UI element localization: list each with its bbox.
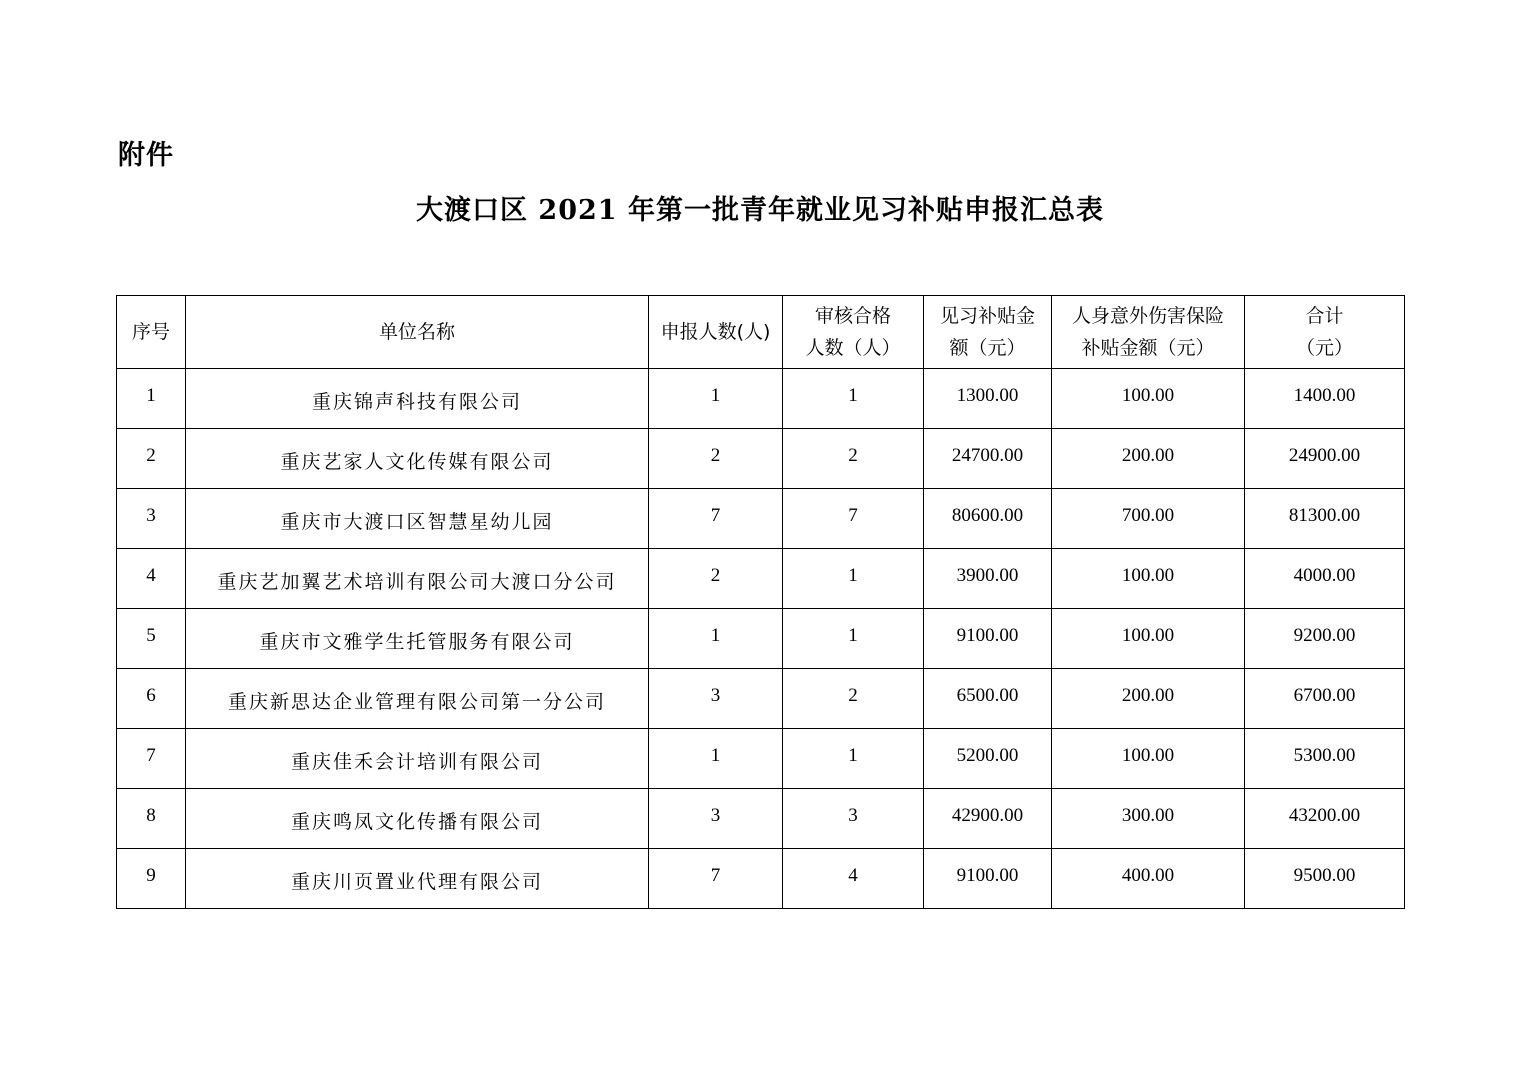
table-row <box>117 789 1405 849</box>
row-index: 3 <box>117 489 186 549</box>
row-applied-count: 3 <box>649 669 783 729</box>
row-unit-name: 重庆市大渡口区智慧星幼儿园 <box>186 489 649 549</box>
table-row <box>117 549 1405 609</box>
row-insurance-subsidy: 100.00 <box>1052 369 1245 429</box>
header-total: 合计 （元） <box>1245 296 1405 369</box>
row-index: 5 <box>117 609 186 669</box>
row-applied-count: 7 <box>649 489 783 549</box>
row-approved-count: 1 <box>783 369 924 429</box>
row-internship-subsidy: 9100.00 <box>924 849 1052 909</box>
table-row <box>117 729 1405 789</box>
row-internship-subsidy: 6500.00 <box>924 669 1052 729</box>
row-applied-count: 2 <box>649 429 783 489</box>
table-row <box>117 429 1405 489</box>
row-insurance-subsidy: 100.00 <box>1052 729 1245 789</box>
row-unit-name: 重庆鸣凤文化传播有限公司 <box>186 789 649 849</box>
row-applied-count: 2 <box>649 549 783 609</box>
row-internship-subsidy: 5200.00 <box>924 729 1052 789</box>
row-index: 9 <box>117 849 186 909</box>
row-applied-count: 7 <box>649 849 783 909</box>
row-internship-subsidy: 24700.00 <box>924 429 1052 489</box>
row-total: 4000.00 <box>1245 549 1405 609</box>
row-unit-name: 重庆川页置业代理有限公司 <box>186 849 649 909</box>
row-unit-name: 重庆艺家人文化传媒有限公司 <box>186 429 649 489</box>
table-row <box>117 489 1405 549</box>
row-applied-count: 1 <box>649 729 783 789</box>
row-insurance-subsidy: 300.00 <box>1052 789 1245 849</box>
row-index: 2 <box>117 429 186 489</box>
attachment-label: 附件 <box>118 140 174 171</box>
row-applied-count: 1 <box>649 609 783 669</box>
row-insurance-subsidy: 700.00 <box>1052 489 1245 549</box>
row-index: 8 <box>117 789 186 849</box>
row-unit-name: 重庆艺加翼艺术培训有限公司大渡口分公司 <box>186 549 649 609</box>
row-approved-count: 4 <box>783 849 924 909</box>
header-internship-subsidy: 见习补贴金 额（元） <box>924 296 1052 369</box>
header-insurance-subsidy: 人身意外伤害保险 补贴金额（元） <box>1052 296 1245 369</box>
table-row <box>117 849 1405 909</box>
row-internship-subsidy: 1300.00 <box>924 369 1052 429</box>
row-insurance-subsidy: 200.00 <box>1052 669 1245 729</box>
subsidy-summary-table <box>116 295 1405 909</box>
document-title: 大渡口区 2021 年第一批青年就业见习补贴申报汇总表 <box>416 195 1104 226</box>
row-approved-count: 1 <box>783 729 924 789</box>
table-row <box>117 609 1405 669</box>
row-index: 1 <box>117 369 186 429</box>
table-row <box>117 369 1405 429</box>
header-approved-count: 审核合格 人数（人） <box>783 296 924 369</box>
row-insurance-subsidy: 100.00 <box>1052 549 1245 609</box>
row-approved-count: 2 <box>783 669 924 729</box>
row-index: 4 <box>117 549 186 609</box>
header-index: 序号 <box>117 296 186 369</box>
row-insurance-subsidy: 200.00 <box>1052 429 1245 489</box>
row-applied-count: 3 <box>649 789 783 849</box>
row-approved-count: 2 <box>783 429 924 489</box>
table-row <box>117 669 1405 729</box>
row-total: 43200.00 <box>1245 789 1405 849</box>
row-insurance-subsidy: 100.00 <box>1052 609 1245 669</box>
row-internship-subsidy: 9100.00 <box>924 609 1052 669</box>
row-total: 9200.00 <box>1245 609 1405 669</box>
row-total: 9500.00 <box>1245 849 1405 909</box>
header-applied-count: 申报人数(人) <box>649 296 783 369</box>
row-approved-count: 7 <box>783 489 924 549</box>
row-total: 5300.00 <box>1245 729 1405 789</box>
row-internship-subsidy: 42900.00 <box>924 789 1052 849</box>
row-total: 81300.00 <box>1245 489 1405 549</box>
row-index: 6 <box>117 669 186 729</box>
row-approved-count: 1 <box>783 549 924 609</box>
row-approved-count: 1 <box>783 609 924 669</box>
row-applied-count: 1 <box>649 369 783 429</box>
row-internship-subsidy: 3900.00 <box>924 549 1052 609</box>
row-internship-subsidy: 80600.00 <box>924 489 1052 549</box>
row-approved-count: 3 <box>783 789 924 849</box>
row-index: 7 <box>117 729 186 789</box>
row-unit-name: 重庆佳禾会计培训有限公司 <box>186 729 649 789</box>
row-unit-name: 重庆锦声科技有限公司 <box>186 369 649 429</box>
row-unit-name: 重庆新思达企业管理有限公司第一分公司 <box>186 669 649 729</box>
table-header-row <box>117 296 1405 369</box>
header-unit-name: 单位名称 <box>186 296 649 369</box>
row-total: 24900.00 <box>1245 429 1405 489</box>
row-unit-name: 重庆市文雅学生托管服务有限公司 <box>186 609 649 669</box>
row-insurance-subsidy: 400.00 <box>1052 849 1245 909</box>
row-total: 6700.00 <box>1245 669 1405 729</box>
row-total: 1400.00 <box>1245 369 1405 429</box>
